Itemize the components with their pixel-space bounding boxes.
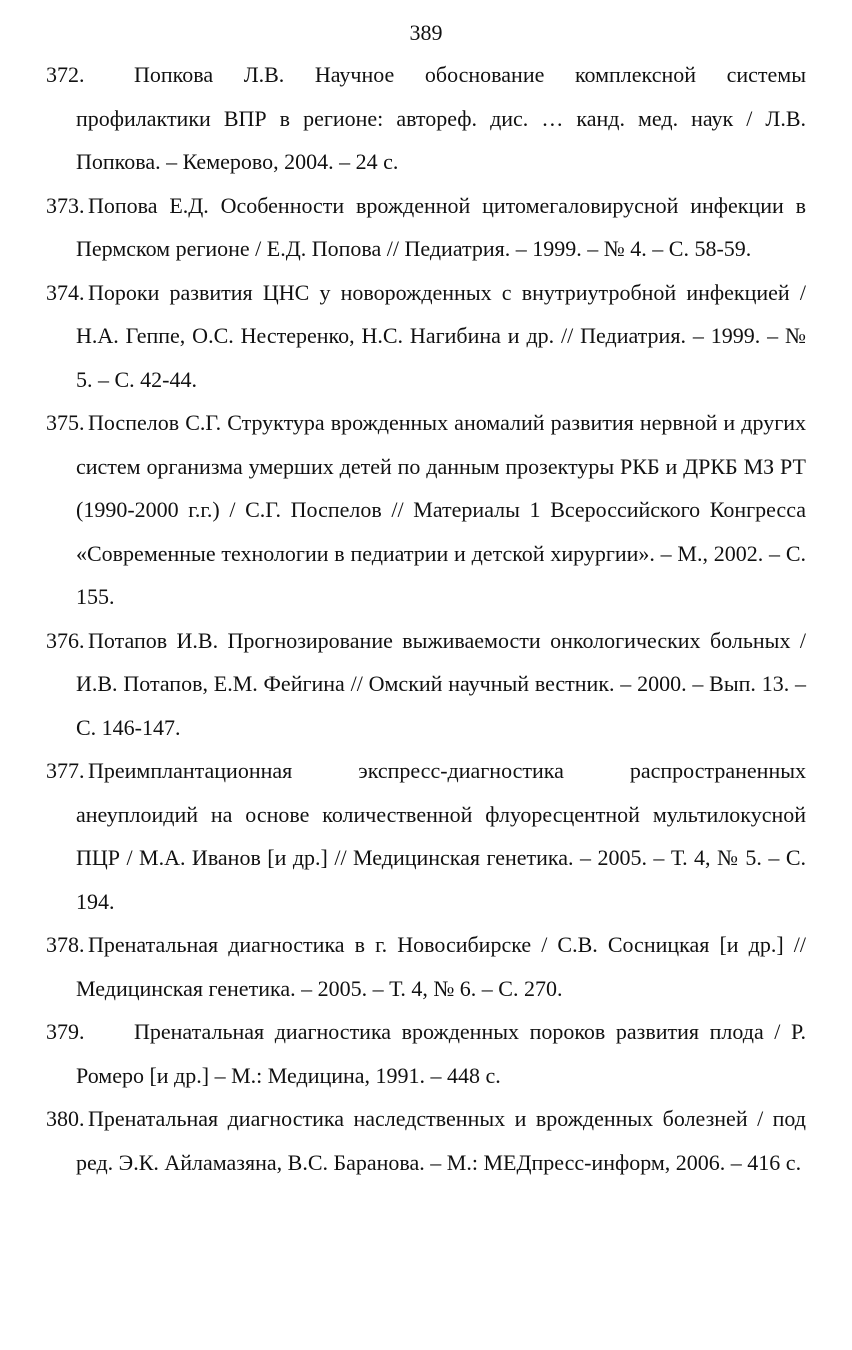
reference-item (0, 401, 852, 619)
reference-text: Пороки развития ЦНС у новорожденных с внутриутробной инфекцией / Н.А. Геппе, О.С. Нестеренко, Н.С. Нагибина и др. // Педиатрия. – 1999. – № 5. – С. 42-44. (76, 279, 806, 392)
reference-text: Пренатальная диагностика наследственных и врожденных болезней / под ред. Э.К. Айламазяна, В.С. Баранова. – М.: МЕДпресс-информ, 2006. – 416 с. (76, 1106, 806, 1175)
reference-text: Попкова Л.В. Научное обоснование комплексной системы профилактики ВПР в регионе: автореф. дис. … канд. мед. наук / Л.В. Попкова. – Кемерово, 2004. – 24 с. (76, 62, 806, 174)
reference-number: 377. (46, 758, 85, 783)
reference-number: 376. (46, 627, 85, 653)
reference-number: 372. (46, 62, 85, 87)
reference-item (0, 1097, 852, 1184)
page-number: 389 (409, 20, 443, 45)
reference-item (0, 749, 852, 923)
reference-number: 373. (46, 192, 85, 218)
reference-text: Пренатальная диагностика в г. Новосибирске / С.В. Сосницкая [и др.] // Медицинская генетика. – 2005. – Т. 4, № 6. – С. 270. (76, 932, 806, 1001)
reference-text: Поспелов С.Г. Структура врожденных аномалий развития нервной и других систем организма умерших детей по данным прозектуры РКБ и ДРКБ МЗ РТ (1990-2000 г.г.) / С.Г. Поспелов // Материалы 1 Всероссийского Конгресса «Современные технологии в педиатрии и детской хирургии». – М., 2002. – С. 155. (76, 410, 806, 609)
reference-text: Потапов И.В. Прогнозирование выживаемости онкологических больных / И.В. Потапов, Е.М. Фейгина // Омский научный вестник. – 2000. – Вып. 13. – С. 146-147. (76, 627, 806, 740)
reference-text: Попова Е.Д. Особенности врожденной цитомегаловирусной инфекции в Пермском регионе / Е.Д. Попова // Педиатрия. – 1999. – № 4. – С. 58-59. (76, 192, 806, 261)
reference-number: 375. (46, 410, 85, 435)
reference-item (0, 619, 852, 750)
reference-number: 380. (46, 1106, 85, 1131)
reference-item (0, 184, 852, 271)
reference-text: Преимплантационная экспресс-диагностика распространенных анеуплоидий на основе количественной флуоресцентной мультилокусной ПЦР / М.А. Иванов [и др.] // Медицинская генетика. – 2005. – Т. 4, № 5. – С. 194. (76, 758, 806, 914)
reference-number: 379. (46, 1019, 85, 1044)
reference-item (0, 1010, 852, 1097)
reference-number: 374. (46, 279, 85, 305)
reference-list (0, 53, 852, 1184)
reference-item (0, 923, 852, 1010)
reference-item (0, 53, 852, 184)
reference-item (0, 271, 852, 402)
reference-text: Пренатальная диагностика врожденных пороков развития плода / Р. Ромеро [и др.] – М.: Медицина, 1991. – 448 с. (76, 1019, 806, 1088)
reference-number: 378. (46, 932, 85, 957)
